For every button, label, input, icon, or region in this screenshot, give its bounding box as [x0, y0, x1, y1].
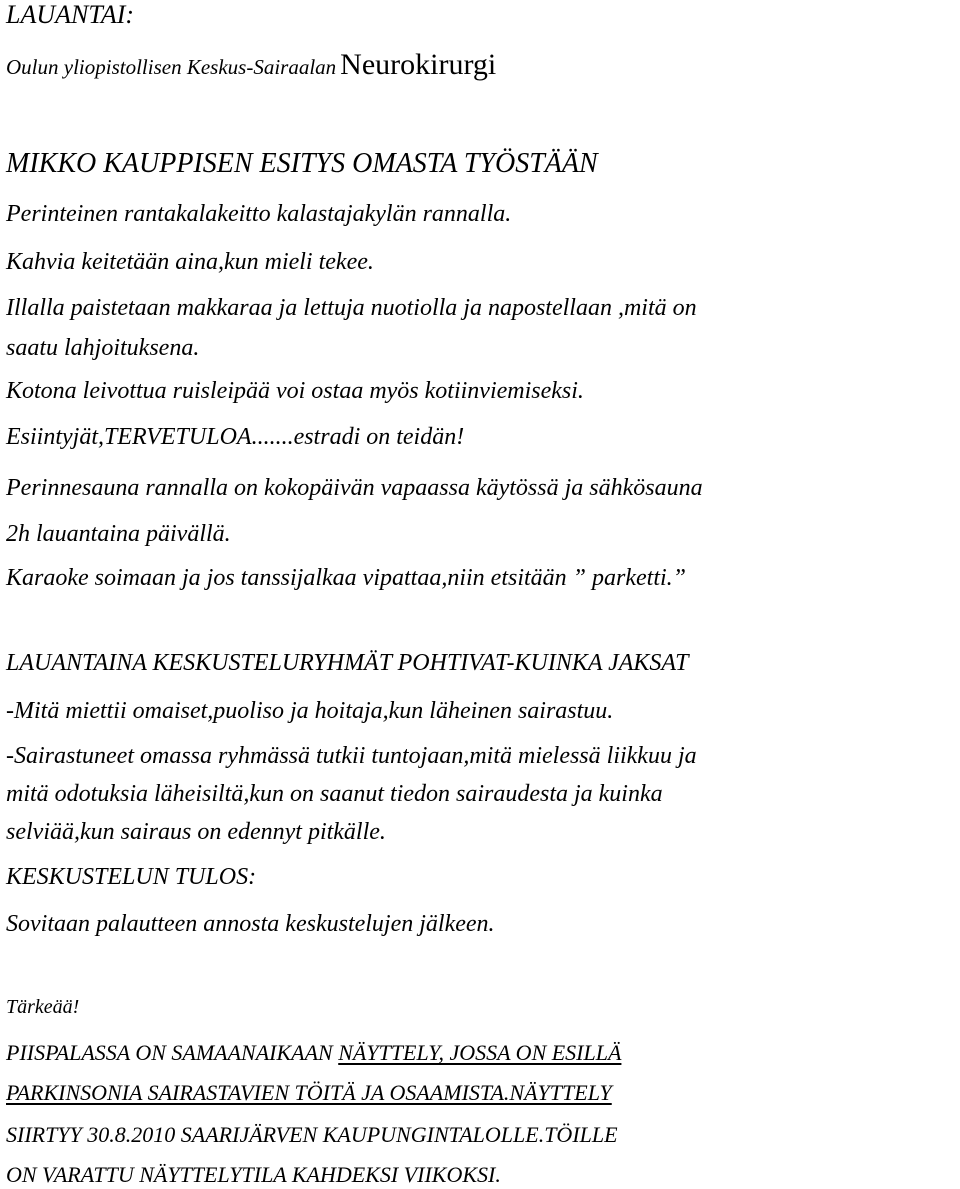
groups-line: selviää,kun sairaus on edennyt pitkälle. — [6, 819, 386, 845]
groups-heading: LAUANTAINA KESKUSTELURYHMÄT POHTIVAT-KUINKA JAKSAT — [6, 650, 689, 676]
program-line: Kotona leivottua ruisleipää voi ostaa myös kotiinviemiseksi. — [6, 378, 584, 404]
program-line: Kahvia keitetään aina,kun mieli tekee. — [6, 249, 374, 275]
organizer-role: Neurokirurgi — [340, 48, 497, 81]
groups-line: -Sairastuneet omassa ryhmässä tutkii tuntojaan,mitä mielessä liikkuu ja — [6, 743, 697, 769]
result-heading: KESKUSTELUN TULOS: — [6, 864, 257, 890]
result-text: Sovitaan palautteen annosta keskustelujen jälkeen. — [6, 911, 495, 937]
notice-line-1 — [6, 1042, 621, 1064]
organizer-hospital: Oulun yliopistollisen Keskus-Sairaalan — [6, 55, 337, 79]
groups-line: -Mitä miettii omaiset,puoliso ja hoitaja,kun läheinen sairastuu. — [6, 698, 614, 724]
groups-line: mitä odotuksia läheisiltä,kun on saanut tiedon sairaudesta ja kuinka — [6, 781, 663, 807]
program-line: Karaoke soimaan ja jos tanssijalkaa vipattaa,niin etsitään ” parketti.” — [6, 565, 687, 591]
program-line: Perinteinen rantakalakeitto kalastajakylän rannalla. — [6, 201, 512, 227]
notice-line-3: SIIRTYY 30.8.2010 SAARIJÄRVEN KAUPUNGINTALOLLE.TÖILLE — [6, 1122, 618, 1147]
day-heading: LAUANTAI: — [6, 0, 135, 29]
notice-line-4: ON VARATTU NÄYTTELYTILA KAHDEKSI VIIKOKSI. — [6, 1162, 501, 1187]
program-line: Perinnesauna rannalla on kokopäivän vapaassa käytössä ja sähkösauna — [6, 475, 703, 501]
program-line: saatu lahjoituksena. — [6, 335, 200, 361]
notice-line-1-text: PIISPALASSA ON SAMAANAIKAAN — [6, 1040, 339, 1065]
program-line: Esiintyjät,TERVETULOA.......estradi on teidän! — [6, 424, 465, 450]
organizer-line — [6, 50, 496, 80]
notice-line-1-underlined: NÄYTTELY, JOSSA ON ESILLÄ — [338, 1040, 622, 1065]
program-line: Illalla paistetaan makkaraa ja lettuja nuotiolla ja napostellaan ,mitä on — [6, 295, 697, 321]
program-title: MIKKO KAUPPISEN ESITYS OMASTA TYÖSTÄÄN — [6, 148, 598, 179]
notice-label: Tärkeää! — [6, 996, 80, 1018]
program-line: 2h lauantaina päivällä. — [6, 521, 231, 547]
notice-line-2: PARKINSONIA SAIRASTAVIEN TÖITÄ JA OSAAMISTA.NÄYTTELY — [6, 1080, 612, 1105]
